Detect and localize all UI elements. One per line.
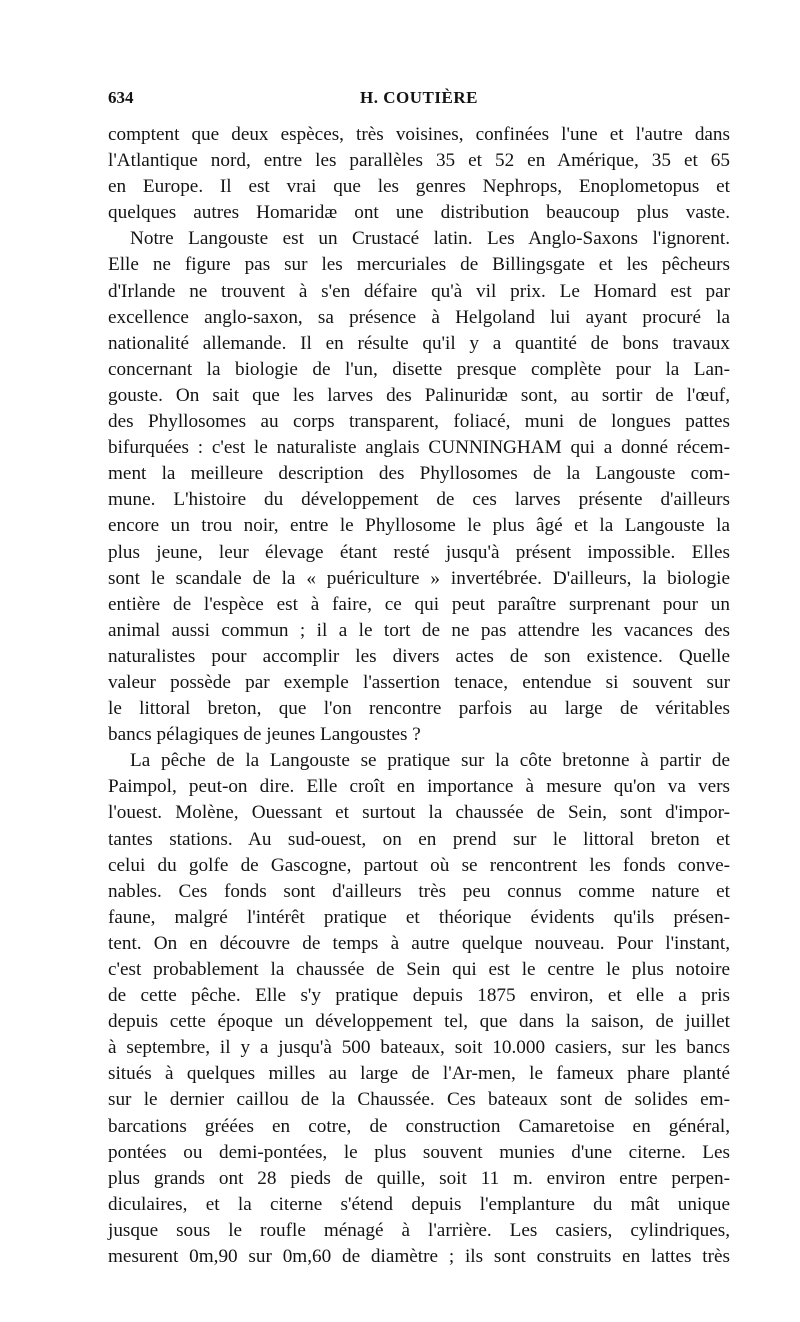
text-line: des Phyllosomes au corps transparent, foliacé, muni de longues pattes [108,411,730,433]
text-line: bancs pélagiques de jeunes Langoustes ? [108,724,421,746]
text-line: ment la meilleure description des Phyllosomes de la Langouste com- [108,463,730,485]
text-line: bifurquées : c'est le naturaliste anglais CUNNINGHAM qui a donné récem- [108,437,730,459]
text-line: pontées ou demi-pontées, le plus souvent munies d'une citerne. Les [108,1141,730,1163]
text-line: jusque sous le roufle ménagé à l'arrière. Les casiers, cylindriques, [108,1219,730,1241]
text-line: tantes stations. Au sud-ouest, on en prend sur le littoral breton et [108,828,730,850]
running-head-author: H. COUTIÈRE [360,88,478,107]
text-line: depuis cette époque un développement tel, que dans la saison, de juillet [108,1011,730,1033]
text-line: mesurent 0m,90 sur 0m,60 de diamètre ; ils sont construits en lattes très [108,1246,730,1268]
text-line: entière de l'espèce est à faire, ce qui peut paraître surprenant pour un [108,593,730,615]
text-line: en Europe. Il est vrai que les genres Nephrops, Enoplometopus et [108,176,730,198]
text-line: Notre Langouste est un Crustacé latin. Les Anglo-Saxons l'ignorent. [130,228,730,250]
text-line: excellence anglo-saxon, sa présence à Helgoland lui ayant procuré la [108,306,730,328]
text-line: situés à quelques milles au large de l'Ar-men, le fameux phare planté [108,1063,730,1085]
text-line: sont le scandale de la « puériculture » invertébrée. D'ailleurs, la biologie [108,567,730,589]
text-line: barcations gréées en cotre, de construction Camaretoise en général, [108,1115,730,1137]
text-line: comptent que deux espèces, très voisines, confinées l'une et l'autre dans [108,124,730,145]
body-text [108,122,730,1270]
text-line: sur le dernier caillou de la Chaussée. Ces bateaux sont de solides em- [108,1089,730,1111]
text-line: de cette pêche. Elle s'y pratique depuis 1875 environ, et elle a pris [108,985,730,1007]
text-line: le littoral breton, que l'on rencontre parfois au large de véritables [108,698,730,720]
text-line: animal aussi commun ; il a le tort de ne pas attendre les vacances des [108,619,730,641]
text-line: mune. L'histoire du développement de ces larves présente d'ailleurs [108,489,730,511]
text-line: faune, malgré l'intérêt pratique et théorique évidents qu'ils présen- [108,906,730,928]
text-line: naturalistes pour accomplir les divers actes de son existence. Quelle [108,645,730,667]
text-line: plus jeune, leur élevage étant resté jusqu'à présent impossible. Elles [108,541,730,563]
text-line: concernant la biologie de l'un, disette presque complète pour la Lan- [108,358,730,380]
text-line: encore un trou noir, entre le Phyllosome le plus âgé et la Langouste la [108,515,730,537]
text-line: Elle ne figure pas sur les mercuriales de Billingsgate et les pêcheurs [108,254,730,276]
text-line: celui du golfe de Gascogne, partout où se rencontrent les fonds conve- [108,854,730,876]
text-line: plus grands ont 28 pieds de quille, soit 11 m. environ entre perpen- [108,1167,730,1189]
text-line: gouste. On sait que les larves des Palinuridæ sont, au sortir de l'œuf, [108,384,730,406]
text-line: nables. Ces fonds sont d'ailleurs très peu connus comme nature et [108,880,730,902]
text-line: quelques autres Homaridæ ont une distribution beaucoup plus vaste. [108,202,730,224]
text-line: c'est probablement la chaussée de Sein qui est le centre le plus notoire [108,959,730,980]
text-line: l'Atlantique nord, entre les parallèles 35 et 52 en Amérique, 35 et 65 [108,150,730,172]
text-line: nationalité allemande. Il en résulte qu'il y a quantité de bons travaux [108,332,730,354]
text-line: diculaires, et la citerne s'étend depuis l'emplanture du mât unique [108,1193,730,1215]
text-line: valeur possède par exemple l'assertion tenace, entendue si souvent sur [108,671,730,693]
text-line: Paimpol, peut-on dire. Elle croît en importance à mesure qu'on va vers [108,776,730,798]
text-line: l'ouest. Molène, Ouessant et surtout la chaussée de Sein, sont d'impor- [108,802,730,824]
page-number: 634 [108,88,134,107]
text-line: La pêche de la Langouste se pratique sur la côte bretonne à partir de [130,750,730,772]
text-line: tent. On en découvre de temps à autre quelque nouveau. Pour l'instant, [108,932,730,954]
text-line: d'Irlande ne trouvent à s'en défaire qu'à vil prix. Le Homard est par [108,280,730,302]
page-header [108,88,730,112]
text-line: à septembre, il y a jusqu'à 500 bateaux, soit 10.000 casiers, sur les bancs [108,1037,730,1059]
